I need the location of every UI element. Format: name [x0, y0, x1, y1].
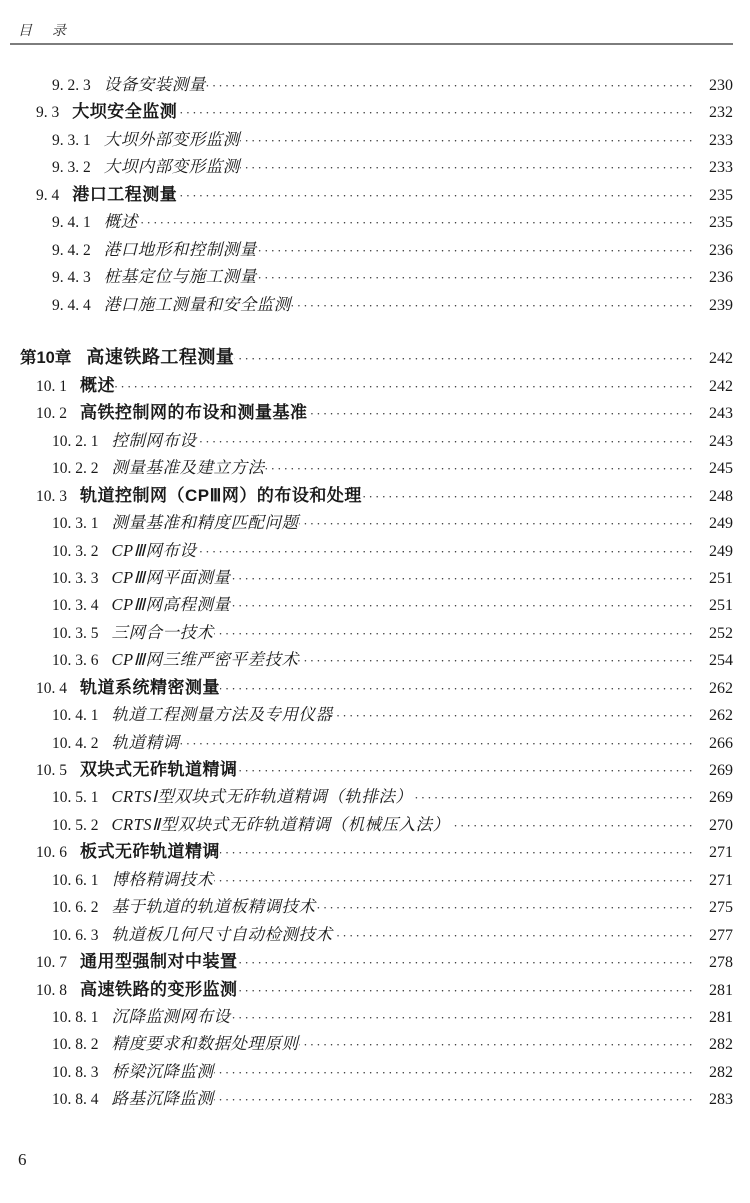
- dot-leader: [231, 1004, 702, 1031]
- entry-number: 10. 5. 1: [52, 789, 99, 807]
- entry-page: 235: [709, 214, 733, 232]
- entry-page: 243: [709, 405, 733, 423]
- dot-leader: [298, 647, 701, 674]
- toc-entry: [0, 729, 750, 756]
- entry-page: 251: [709, 569, 733, 587]
- entry-page: 281: [709, 1008, 733, 1026]
- entry-title: 板式无砟轨道精调: [80, 842, 220, 862]
- toc-entry: [0, 866, 750, 893]
- toc-entry: [0, 701, 750, 728]
- entry-title: 港口施工测量和安全监测: [103, 294, 291, 314]
- entry-number: 10. 3. 5: [52, 624, 99, 642]
- toc-list: [0, 71, 750, 1113]
- dot-leader: [257, 264, 701, 291]
- toc-entry: [0, 509, 750, 536]
- entry-title: CPⅢ网布设: [111, 540, 197, 560]
- page-number-footer: 6: [18, 1150, 27, 1169]
- entry-title: 桩基定位与施工测量: [103, 267, 257, 287]
- dot-leader: [214, 620, 702, 647]
- toc-entry: [0, 454, 750, 481]
- entry-title: CRTSⅠ型双块式无砟轨道精调（轨排法）: [111, 787, 413, 807]
- dot-leader: [450, 812, 701, 839]
- dot-leader: [214, 867, 702, 894]
- entry-title: 大坝内部变形监测: [103, 157, 240, 177]
- dot-leader: [180, 730, 702, 757]
- dot-leader: [230, 592, 701, 619]
- entry-page: 251: [709, 597, 733, 615]
- entry-number: 10. 3. 3: [52, 569, 99, 587]
- toc-entry: [0, 976, 750, 1003]
- entry-page: 249: [709, 515, 733, 533]
- entry-number: 9. 4: [36, 186, 60, 204]
- entry-number: 10. 5. 2: [52, 816, 99, 834]
- toc-entry: [0, 153, 750, 180]
- entry-title: 博格精调技术: [111, 869, 214, 889]
- entry-number: 9. 2. 3: [52, 77, 91, 94]
- entry-title: CRTSⅡ型双块式无砟轨道精调（机械压入法）: [111, 814, 450, 834]
- entry-page: 236: [709, 241, 733, 259]
- dot-leader: [230, 565, 701, 592]
- entry-page: 281: [709, 981, 733, 999]
- entry-number: 第10章: [20, 349, 72, 368]
- entry-number: 10. 4. 2: [52, 734, 99, 752]
- entry-number: 9. 4. 3: [52, 269, 91, 287]
- toc-entry: [0, 181, 750, 208]
- toc-entry: [0, 208, 750, 235]
- toc-entry: [0, 1030, 750, 1057]
- dot-leader: [362, 483, 701, 510]
- entry-number: 10. 2: [36, 405, 67, 423]
- entry-title: 桥梁沉降监测: [111, 1061, 214, 1081]
- dot-leader: [240, 127, 701, 154]
- entry-page: 282: [709, 1063, 733, 1081]
- toc-entry: [0, 126, 750, 153]
- entry-page: 282: [709, 1036, 733, 1054]
- entry-page: 262: [709, 707, 733, 725]
- toc-entry: [0, 1003, 750, 1030]
- entry-title: 三网合一技术: [111, 622, 214, 642]
- toc-entry: [0, 783, 750, 810]
- entry-number: 10. 3. 4: [52, 597, 99, 615]
- entry-title: 轨道控制网（CPⅢ网）的布设和处理: [80, 485, 362, 505]
- entry-number: 9. 4. 4: [52, 296, 91, 314]
- entry-title: 概述: [80, 375, 115, 395]
- entry-title: 设备安装测量: [103, 75, 206, 94]
- toc-entry: [0, 71, 750, 98]
- dot-leader: [240, 154, 701, 181]
- toc-entry: [0, 372, 750, 399]
- entry-title: CPⅢ网三维严密平差技术: [111, 650, 299, 670]
- toc-entry: [0, 591, 750, 618]
- toc-entry: [0, 646, 750, 673]
- entry-number: 10. 1: [36, 377, 67, 395]
- dot-leader: [238, 977, 702, 1004]
- entry-number: 10. 8. 4: [52, 1091, 99, 1109]
- entry-page: 269: [709, 789, 733, 807]
- toc-entry: [0, 98, 750, 125]
- toc-entry: [0, 921, 750, 948]
- toc-entry: [0, 537, 750, 564]
- entry-title: 高速铁路的变形监测: [80, 979, 238, 999]
- entry-page: 242: [709, 377, 733, 395]
- entry-number: 10. 6. 3: [52, 926, 99, 944]
- toc-entry: [0, 564, 750, 591]
- entry-title: 精度要求和数据处理原则: [111, 1034, 299, 1054]
- entry-number: 9. 3: [36, 104, 60, 122]
- toc-entry: [0, 236, 750, 263]
- entry-page: 230: [709, 77, 733, 94]
- dot-leader: [196, 538, 701, 565]
- entry-number: 10. 4: [36, 679, 67, 697]
- entry-number: 10. 8. 3: [52, 1063, 99, 1081]
- entry-title: 控制网布设: [111, 430, 197, 450]
- dot-leader: [177, 182, 701, 209]
- entry-page: 254: [709, 652, 733, 670]
- entry-title: 通用型强制对中装置: [80, 952, 238, 972]
- entry-number: 10. 7: [36, 954, 67, 972]
- entry-page: 236: [709, 269, 733, 287]
- dot-leader: [257, 237, 701, 264]
- toc-entry: [0, 811, 750, 838]
- entry-page: 270: [709, 816, 733, 834]
- dot-leader: [333, 702, 702, 729]
- dot-leader: [206, 72, 701, 99]
- entry-page: 266: [709, 734, 733, 752]
- toc-entry: [0, 291, 750, 318]
- entry-page: 275: [709, 899, 733, 917]
- entry-number: 9. 4. 2: [52, 241, 91, 259]
- entry-number: 9. 3. 1: [52, 131, 91, 149]
- toc-entry: [0, 948, 750, 975]
- dot-leader: [333, 922, 702, 949]
- entry-number: 10. 3. 6: [52, 652, 99, 670]
- entry-title: 概述: [103, 212, 138, 232]
- entry-title: 沉降监测网布设: [111, 1006, 231, 1026]
- entry-number: 10. 6: [36, 844, 67, 862]
- entry-number: 10. 8: [36, 981, 67, 999]
- dot-leader: [234, 345, 701, 372]
- entry-number: 10. 4. 1: [52, 707, 99, 725]
- entry-title: 轨道板几何尺寸自动检测技术: [111, 924, 333, 944]
- toc-entry: [0, 344, 750, 371]
- toc-entry: [0, 1085, 750, 1112]
- entry-page: 245: [709, 460, 733, 478]
- toc-entry: [0, 427, 750, 454]
- dot-leader: [238, 757, 702, 784]
- toc-entry: [0, 482, 750, 509]
- entry-number: 10. 3. 2: [52, 542, 99, 560]
- toc-entry: [0, 756, 750, 783]
- entry-page: 278: [709, 954, 733, 972]
- header-rule: [10, 43, 733, 45]
- entry-number: 10. 2. 2: [52, 460, 99, 478]
- entry-title: 轨道精调: [111, 732, 180, 752]
- dot-leader: [291, 292, 701, 319]
- entry-title: 轨道系统精密测量: [80, 677, 220, 697]
- toc-entry: [0, 1058, 750, 1085]
- dot-leader: [412, 784, 701, 811]
- entry-number: 10. 8. 2: [52, 1036, 99, 1054]
- dot-leader: [214, 1086, 702, 1113]
- entry-page: 239: [709, 296, 733, 314]
- toc-entry: [0, 674, 750, 701]
- dot-leader: [220, 675, 701, 702]
- toc-entry: [0, 619, 750, 646]
- dot-leader: [214, 1059, 702, 1086]
- dot-leader: [177, 99, 701, 126]
- entry-title: 港口地形和控制测量: [103, 239, 257, 259]
- entry-title: 测量基准及建立方法: [111, 458, 265, 478]
- entry-number: 10. 3. 1: [52, 515, 99, 533]
- entry-page: 277: [709, 926, 733, 944]
- entry-title: 双块式无砟轨道精调: [80, 760, 238, 779]
- entry-page: 233: [709, 131, 733, 149]
- entry-number: 10. 8. 1: [52, 1008, 99, 1026]
- toc-entry: [0, 838, 750, 865]
- entry-page: 283: [709, 1091, 733, 1109]
- entry-page: 252: [709, 624, 733, 642]
- toc-entry: [0, 893, 750, 920]
- entry-title: 高速铁路工程测量: [86, 347, 235, 368]
- entry-title: 路基沉降监测: [111, 1089, 214, 1109]
- entry-number: 9. 4. 1: [52, 214, 91, 232]
- dot-leader: [138, 209, 701, 236]
- entry-number: 10. 6. 2: [52, 899, 99, 917]
- entry-title: CPⅢ网高程测量: [111, 595, 231, 615]
- entry-number: 10. 5: [36, 762, 67, 779]
- entry-page: 232: [709, 104, 733, 122]
- entry-page: 233: [709, 159, 733, 177]
- dot-leader: [238, 949, 702, 976]
- entry-title: 轨道工程测量方法及专用仪器: [111, 705, 333, 725]
- entry-page: 271: [709, 844, 733, 862]
- entry-page: 235: [709, 186, 733, 204]
- entry-page: 243: [709, 432, 733, 450]
- entry-page: 248: [709, 487, 733, 505]
- dot-leader: [115, 373, 701, 400]
- dot-leader: [316, 894, 702, 921]
- entry-page: 249: [709, 542, 733, 560]
- dot-leader: [299, 1031, 702, 1058]
- entry-page: 242: [709, 350, 733, 368]
- entry-page: 271: [709, 871, 733, 889]
- dot-leader: [299, 510, 702, 537]
- entry-title: CPⅢ网平面测量: [111, 567, 231, 587]
- entry-title: 高铁控制网的布设和测量基准: [80, 403, 308, 423]
- entry-page: 262: [709, 679, 733, 697]
- dot-leader: [220, 839, 701, 866]
- toc-entry: [0, 263, 750, 290]
- entry-number: 10. 3: [36, 487, 67, 505]
- entry-title: 大坝外部变形监测: [103, 129, 240, 149]
- entry-number: 9. 3. 2: [52, 159, 91, 177]
- entry-number: 10. 2. 1: [52, 432, 99, 450]
- toc-entry: [0, 399, 750, 426]
- entry-title: 大坝安全监测: [72, 102, 178, 122]
- dot-leader: [308, 400, 702, 427]
- running-header-title: 目 录: [18, 24, 69, 39]
- entry-title: 基于轨道的轨道板精调技术: [111, 897, 316, 917]
- entry-page: 269: [709, 762, 733, 779]
- dot-leader: [265, 455, 702, 482]
- entry-title: 港口工程测量: [72, 184, 178, 204]
- entry-number: 10. 6. 1: [52, 871, 99, 889]
- entry-title: 测量基准和精度匹配问题: [111, 513, 299, 533]
- dot-leader: [197, 428, 702, 455]
